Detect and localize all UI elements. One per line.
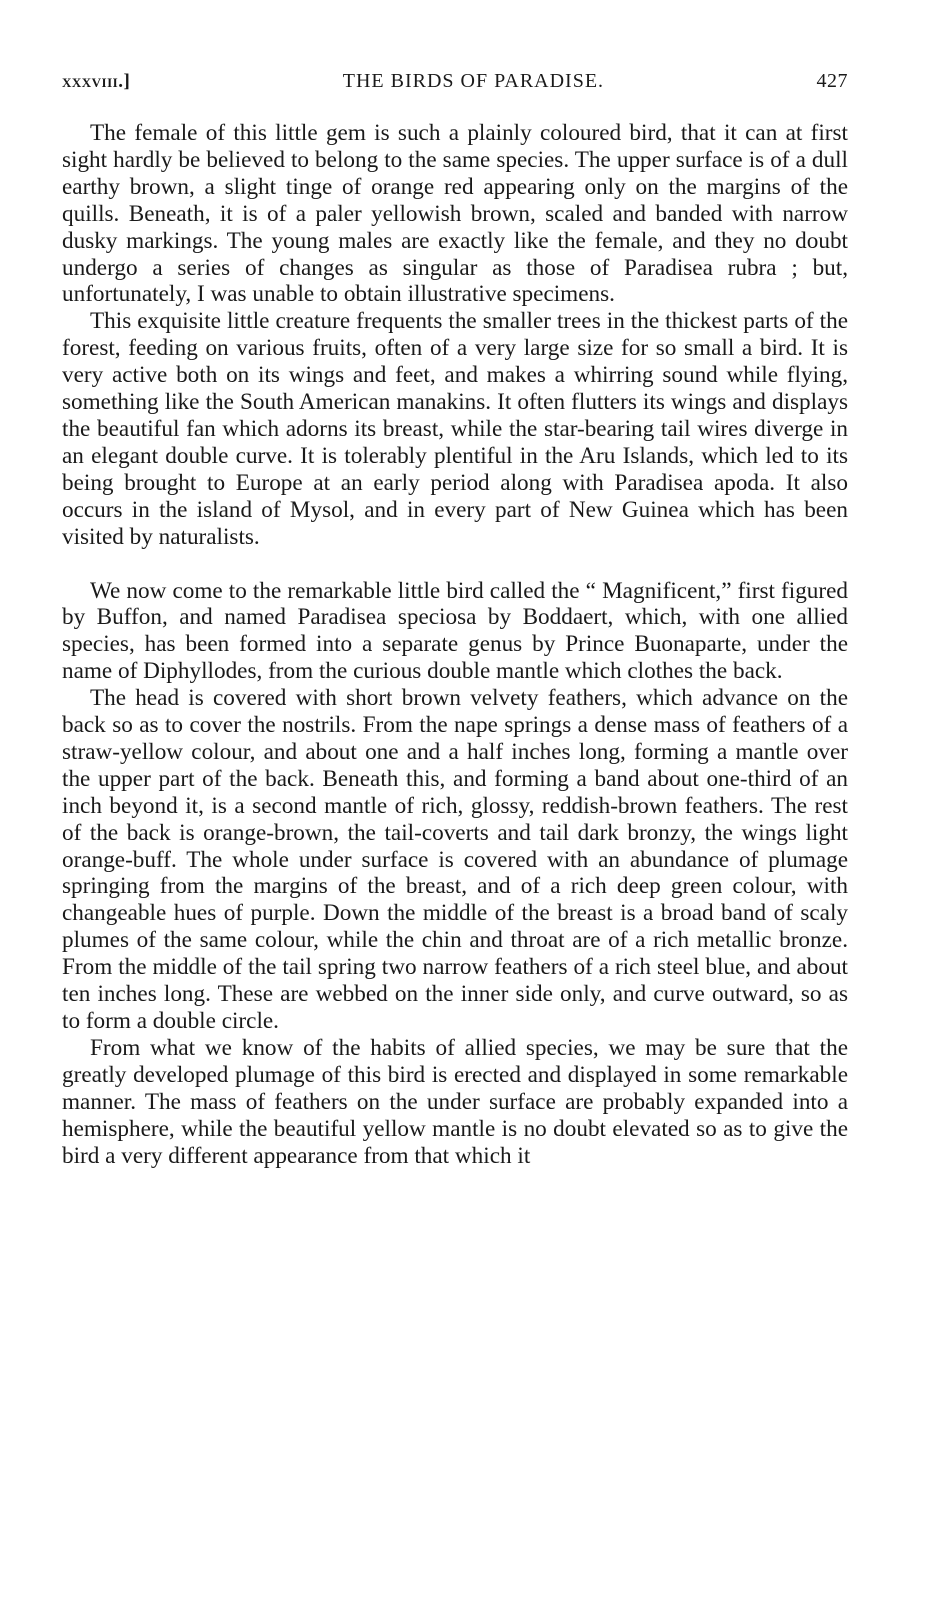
paragraph: This exquisite little creature frequents the smaller trees in the thickest parts of the forest, feeding on various fruits, often of a very large size for so small a bird. It is very active both on its wings and feet, and makes a whirring sound while flying, something like the South American manakins. It often flutters its wings and displays the beautiful fan which adorns its breast, while the star-bearing tail wires diverge in an elegant double curve. It is tolerably plentiful in the Aru Islands, which led to its being brought to Europe at an early period along with Paradisea apoda. It also occurs in the island of Mysol, and in every part of New Guinea which has been visited by naturalists. — [62, 308, 848, 550]
paragraph: The head is covered with short brown velvety feathers, which advance on the back so as to cover the nostrils. From the nape springs a dense mass of feathers of a straw-yellow colour, and about one and a half inches long, forming a mantle over the upper part of the back. Beneath this, and forming a band about one-third of an inch beyond it, is a second mantle of rich, glossy, reddish-brown feathers. The rest of the back is orange-brown, the tail-coverts and tail dark bronzy, the wings light orange-buff. The whole under surface is covered with an abundance of plumage springing from the margins of the breast, and of a rich deep green colour, with changeable hues of purple. Down the middle of the breast is a broad band of scaly plumes of the same colour, while the chin and throat are of a rich metallic bronze. From the middle of the tail spring two narrow feathers of a rich steel blue, and about ten inches long. These are webbed on the inner side only, and curve outward, so as to form a double circle. — [62, 685, 848, 1034]
running-head — [62, 70, 848, 102]
paragraph: We now come to the remarkable little bird called the “ Magnificent,” first figured by Buffon, and named Paradisea speciosa by Boddaert, which, with one allied species, has been formed into a separate genus by Prince Buonaparte, under the name of Diphyllodes, from the curious double mantle which clothes the back. — [62, 577, 848, 685]
book-page — [62, 70, 848, 1169]
chapter-number: xxxviii.] — [62, 71, 131, 92]
paragraph: The female of this little gem is such a plainly coloured bird, that it can at first sight hardly be believed to belong to the same species. The upper surface is of a dull earthy brown, a slight tinge of orange red appearing only on the margins of the quills. Beneath, it is of a paler yellowish brown, scaled and banded with narrow dusky markings. The young males are exactly like the female, and they no doubt undergo a series of changes as singular as those of Paradisea rubra ; but, unfortunately, I was unable to obtain illustrative specimens. — [62, 120, 848, 308]
page-number: 427 — [816, 70, 848, 92]
running-title: THE BIRDS OF PARADISE. — [342, 70, 605, 92]
text-section-female-description — [62, 120, 848, 551]
section-break — [62, 551, 848, 578]
paragraph: From what we know of the habits of allied species, we may be sure that the greatly developed plumage of this bird is erected and displayed in some remarkable manner. The mass of feathers on the under surface are probably expanded into a hemisphere, while the beautiful yellow mantle is no doubt elevated so as to give the bird a very different appearance from that which it — [62, 1034, 848, 1169]
text-section-magnificent — [62, 578, 848, 1170]
